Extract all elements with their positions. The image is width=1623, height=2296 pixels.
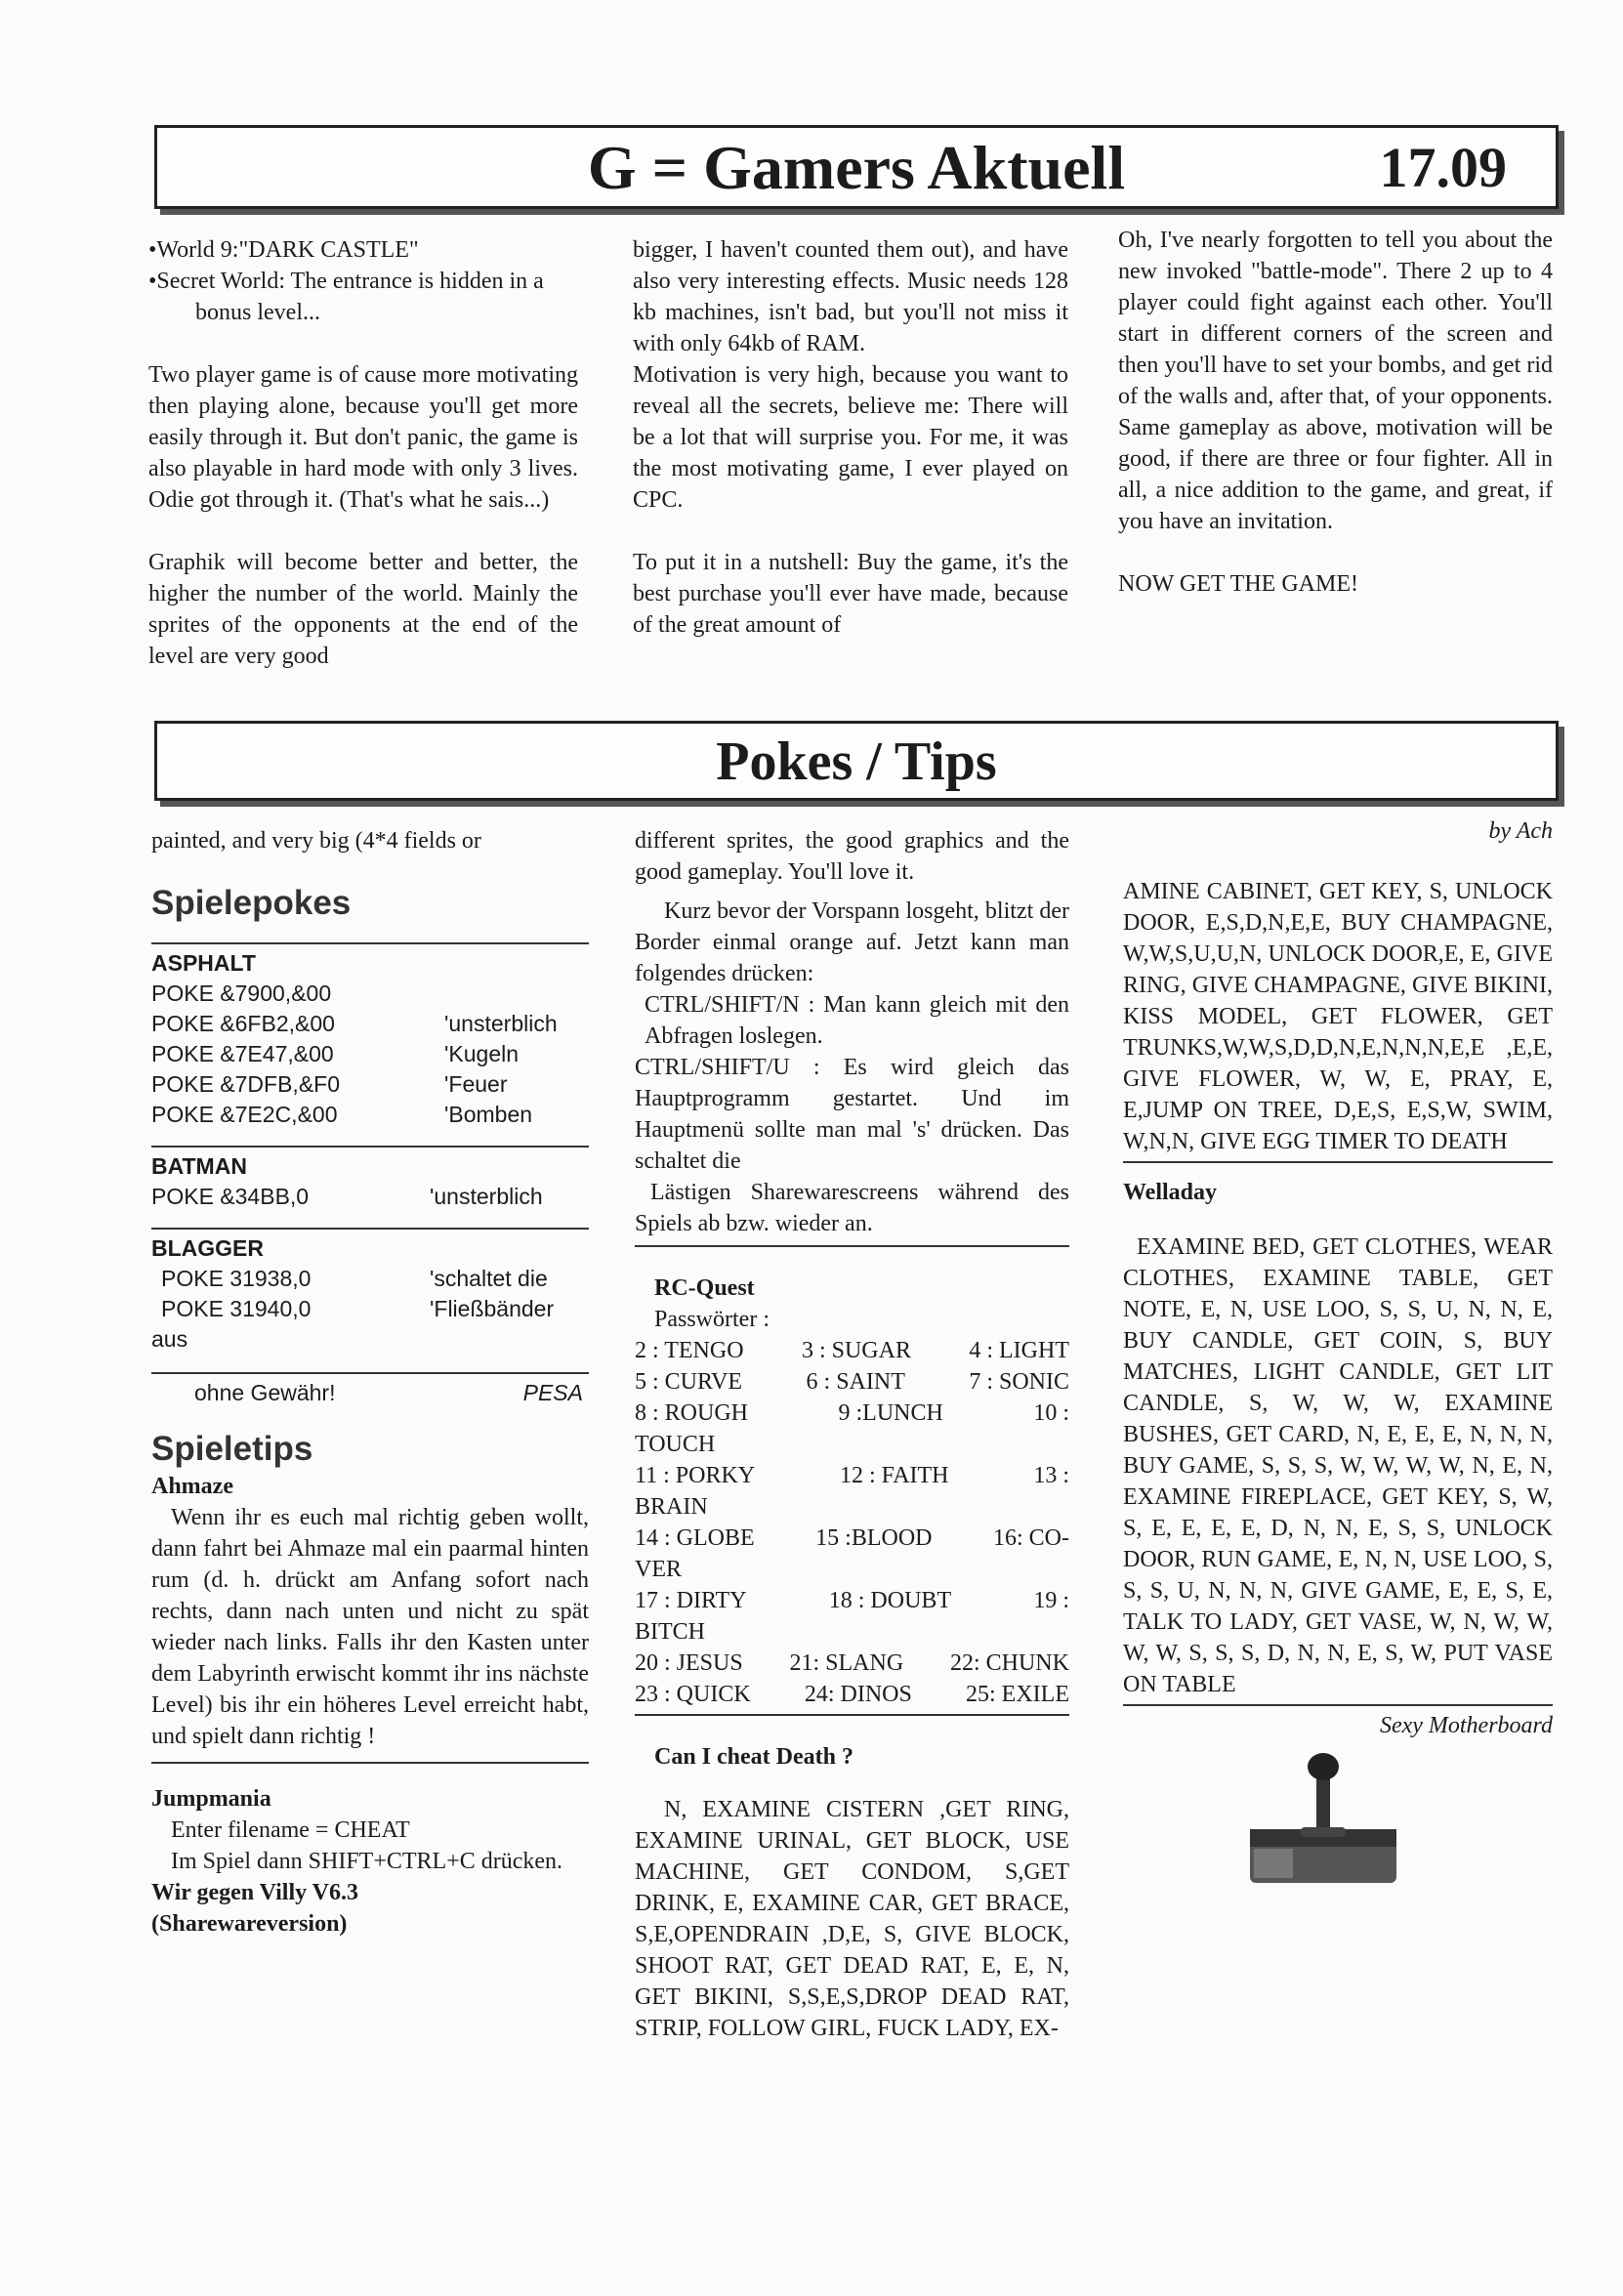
tip-text-ahmaze: Wenn ihr es euch mal richtig geben wollt, dann fahrt bei Ahmaze mal ein paarmal hinten rum (d. h. drückt am Anfang sofort nach rechts, dann nach unten und nicht zu spät wieder nach links. Falls ihr den Kasten unter dem Labyrinth erwischt kommt ihr ins nächste Level) bis ihr ein höheres Level erreicht habt, und spielt dann richtig ! bbox=[151, 1505, 589, 1749]
game-title: BATMAN bbox=[151, 1153, 247, 1179]
password-row bbox=[635, 1585, 1069, 1616]
poke-code: POKE 31940,0 bbox=[161, 1296, 312, 1321]
password-entry: 3 : SUGAR bbox=[801, 1338, 911, 1363]
tip-text-jumpmania: Enter filename = CHEAT bbox=[171, 1817, 410, 1843]
tip-title-cheat-death: Can I cheat Death ? bbox=[654, 1744, 853, 1770]
byline: by Ach bbox=[1488, 818, 1553, 844]
section-header-pokes-tips bbox=[154, 721, 1559, 801]
password-entry: 17 : DIRTY bbox=[635, 1588, 747, 1613]
password-entry: 7 : SONIC bbox=[969, 1369, 1069, 1395]
password-entry: 23 : QUICK bbox=[635, 1682, 751, 1707]
password-row bbox=[635, 1366, 1069, 1398]
tips-column-3 bbox=[1123, 815, 1553, 1906]
divider bbox=[151, 1762, 589, 1764]
divider bbox=[151, 1372, 589, 1374]
section-header-gamers-aktuell bbox=[154, 125, 1559, 209]
password-entry: 25: EXILE bbox=[966, 1682, 1069, 1707]
password-entry: 21: SLANG bbox=[789, 1650, 904, 1676]
poke-code: POKE 31938,0 bbox=[161, 1266, 312, 1291]
disclaimer: ohne Gewähr! bbox=[194, 1380, 336, 1405]
password-entry: 2 : TENGO bbox=[635, 1338, 744, 1363]
password-row bbox=[635, 1460, 1069, 1491]
review-paragraph: bigger, I haven't counted them out), and have also very interesting effects. Music needs 128 kb machines, isn't bad, but you'll not miss it with only 64kb of RAM. bbox=[633, 237, 1068, 356]
tip-title-ahmaze: Ahmaze bbox=[151, 1474, 233, 1499]
password-entry: 8 : ROUGH bbox=[635, 1400, 749, 1426]
disclaimer-line bbox=[151, 1378, 589, 1408]
poke-block-batman bbox=[151, 1151, 589, 1212]
password-entry: 16: CO- bbox=[992, 1525, 1069, 1551]
poke-note: 'Fließbänder bbox=[430, 1296, 555, 1321]
review-column-3 bbox=[1118, 225, 1553, 600]
continued-text: different sprites, the good graphics and the good gameplay. You'll love it. bbox=[635, 828, 1069, 885]
password-entry: VER bbox=[635, 1557, 682, 1582]
spieletips-heading: Spieletips bbox=[151, 1430, 313, 1468]
spielepokes-heading: Spielepokes bbox=[151, 884, 352, 922]
divider bbox=[151, 1228, 589, 1230]
password-row bbox=[635, 1335, 1069, 1366]
password-entry: 15 :BLOOD bbox=[815, 1525, 933, 1551]
issue-date: 17.09 bbox=[1379, 136, 1507, 199]
tips-column-2 bbox=[635, 825, 1069, 2044]
signature: Sexy Motherboard bbox=[1379, 1713, 1553, 1738]
joystick-icon bbox=[1240, 1751, 1406, 1898]
review-bullet-world9: •World 9:"DARK CASTLE" bbox=[148, 237, 419, 263]
poke-row: POKE &6FB2,&00 'unsterblich bbox=[151, 1011, 558, 1036]
rcquest-subtitle: Passwörter : bbox=[654, 1307, 770, 1332]
password-entry: 11 : PORKY bbox=[635, 1463, 756, 1488]
tip-text-cheat-death: AMINE CABINET, GET KEY, S, UNLOCK DOOR, E,S,D,N,E,E, BUY CHAMPAGNE, W,W,S,U,U,N, UNLOCK DOOR,E, E, GIVE RING, GIVE CHAMPAGNE, GIVE BIKINI, KISS MODEL, GET FLOWER, GET TRUNKS,W,W,S,D,D,N,E,N,N,N,E,E ,E,E, GIVE FLOWER, W, W, E, PRAY, E, E,JUMP ON TREE, D,E,S, E,S,W, SWIM, W,N,N, GIVE EGG TIMER TO DEATH bbox=[1123, 879, 1553, 1154]
password-entry: 6 : SAINT bbox=[806, 1369, 905, 1395]
password-entry: BRAIN bbox=[635, 1494, 708, 1520]
review-paragraph: To put it in a nutshell: Buy the game, it's the best purchase you'll ever have made, because of the great amount of bbox=[633, 550, 1068, 638]
tips-column-1 bbox=[151, 825, 589, 1940]
poke-row: POKE &7E47,&00 'Kugeln bbox=[151, 1041, 520, 1066]
password-entry: 9 :LUNCH bbox=[838, 1400, 943, 1426]
review-column-2 bbox=[633, 234, 1068, 641]
tip-text-cheat-death: N, EXAMINE CISTERN ,GET RING, EXAMINE URINAL, GET BLOCK, USE MACHINE, GET CONDOM, S,GET DRINK, E, EXAMINE CAR, GET BRACE, S,E,OPENDRAIN ,D,E, S, GIVE BLOCK, SHOOT RAT, GET DEAD RAT, E, E, N, GET BIKINI, S,S,E,S,DROP DEAD RAT, STRIP, FOLLOW GIRL, FUCK LADY, EX- bbox=[635, 1797, 1069, 2041]
disclaimer-author: PESA bbox=[522, 1380, 583, 1405]
tip-title-villy-sub: (Sharewareversion) bbox=[151, 1911, 348, 1937]
password-entry: 19 : bbox=[1033, 1588, 1069, 1613]
password-entry: 22: CHUNK bbox=[949, 1650, 1069, 1676]
poke-note: 'schaltet die bbox=[430, 1266, 548, 1291]
divider bbox=[1123, 1161, 1553, 1163]
password-entry: 20 : JESUS bbox=[635, 1650, 743, 1676]
password-entry: 12 : FAITH bbox=[839, 1463, 949, 1488]
password-row bbox=[635, 1491, 1069, 1523]
password-entry: TOUCH bbox=[635, 1432, 716, 1457]
divider bbox=[635, 1245, 1069, 1247]
password-row bbox=[635, 1679, 1069, 1710]
poke-row: POKE &7DFB,&F0 'Feuer bbox=[151, 1071, 508, 1097]
poke-note: aus bbox=[151, 1326, 188, 1352]
review-paragraph: Two player game is of cause more motivating then playing alone, because you'll get more easily through it. But don't panic, the game is also playable in hard mode with only 3 lives. Odie got through it. (That's what he sais...) bbox=[148, 362, 578, 513]
password-entry: 4 : LIGHT bbox=[969, 1338, 1069, 1363]
poke-row: POKE &7900,&00 bbox=[151, 981, 332, 1006]
joystick-icon bbox=[1123, 1751, 1553, 1906]
tip-title-jumpmania: Jumpmania bbox=[151, 1786, 271, 1812]
review-bullet-secret-world: •Secret World: The entrance is hidden in a bonus level... bbox=[148, 269, 544, 325]
password-row bbox=[635, 1648, 1069, 1679]
password-list bbox=[635, 1335, 1069, 1710]
tip-title-villy: Wir gegen Villy V6.3 bbox=[151, 1880, 359, 1905]
password-entry: 14 : GLOBE bbox=[635, 1525, 755, 1551]
poke-row: POKE &7E2C,&00 'Bomben bbox=[151, 1102, 533, 1127]
divider bbox=[151, 942, 589, 944]
review-paragraph: Oh, I've nearly forgotten to tell you about the new invoked "battle-mode". There 2 up to 4 player could fight against each other. You'll start in different corners of the screen and then you'll have to set your bombs, and get rid of the walls and, after that, of your opponents. Same gameplay as above, motivation will be good, if there are three or four fighter. All in all, a nice addition to the game, and great, if you have an invitation. bbox=[1118, 228, 1553, 534]
review-paragraph: Graphik will become better and better, the higher the number of the world. Mainly the sprites of the opponents at the end of the level are very good bbox=[148, 550, 578, 669]
tip-text-villy: Lästigen Sharewarescreens während des Spiels ab bzw. wieder an. bbox=[635, 1180, 1069, 1236]
password-row bbox=[635, 1429, 1069, 1460]
tip-title-rcquest: RC-Quest bbox=[654, 1275, 755, 1301]
game-title: BLAGGER bbox=[151, 1235, 264, 1261]
poke-note: 'unsterblich bbox=[430, 1184, 543, 1209]
game-title: ASPHALT bbox=[151, 950, 256, 976]
password-entry: 13 : bbox=[1033, 1463, 1069, 1488]
password-entry: 5 : CURVE bbox=[635, 1369, 743, 1395]
password-row bbox=[635, 1616, 1069, 1648]
password-row bbox=[635, 1554, 1069, 1585]
password-row bbox=[635, 1523, 1069, 1554]
review-closing: NOW GET THE GAME! bbox=[1118, 571, 1358, 597]
poke-block-asphalt bbox=[151, 948, 589, 1130]
continued-text: painted, and very big (4*4 fields or bbox=[151, 828, 481, 854]
tip-text-villy: CTRL/SHIFT/U : Es wird gleich das Hauptprogramm gestartet. Und im Hauptmenü sollte man mal 's' drücken. Das schaltet die bbox=[635, 1055, 1069, 1174]
poke-code: POKE &34BB,0 bbox=[151, 1184, 310, 1209]
password-entry: 18 : DOUBT bbox=[828, 1588, 952, 1613]
poke-block-blagger bbox=[151, 1233, 589, 1355]
password-row bbox=[635, 1398, 1069, 1429]
review-paragraph: Motivation is very high, because you want to reveal all the secrets, believe me: There will be a lot that will surprise you. For me, it was the most motivating game, I ever played on CPC. bbox=[633, 362, 1068, 513]
tip-text-welladay: EXAMINE BED, GET CLOTHES, WEAR CLOTHES, EXAMINE TABLE, GET NOTE, E, N, USE LOO, S, S, U, N, N, E, BUY CANDLE, GET COIN, S, BUY MATCHES, LIGHT CANDLE, GET LIT CANDLE, S, W, W, W, EXAMINE BUSHES, GET CARD, N, E, E, E, N, N, N, BUY GAME, S, S, S, W, W, W, W, N, E, N, EXAMINE FIREPLACE, GET KEY, S, W, S, E, E, E, E, D, N, N, E, S, S, UNLOCK DOOR, RUN GAME, E, N, N, USE LOO, S, S, S, U, N, N, N, GIVE GAME, E, E, S, E, TALK TO LADY, GET VASE, W, N, W, W, W, W, S, S, S, D, N, N, E, S, W, PUT VASE ON TABLE bbox=[1123, 1234, 1553, 1697]
password-entry: 10 : bbox=[1033, 1400, 1069, 1426]
divider bbox=[1123, 1704, 1553, 1706]
tip-text-villy: CTRL/SHIFT/N : Man kann gleich mit den Abfragen loslegen. bbox=[645, 992, 1069, 1049]
password-entry: BITCH bbox=[635, 1619, 705, 1645]
page-title: G = Gamers Aktuell bbox=[587, 133, 1126, 202]
password-entry: 24: DINOS bbox=[804, 1682, 912, 1707]
tip-text-jumpmania: Im Spiel dann SHIFT+CTRL+C drücken. bbox=[171, 1849, 563, 1874]
section-title: Pokes / Tips bbox=[716, 731, 997, 792]
review-column-1 bbox=[148, 234, 578, 672]
divider bbox=[151, 1146, 589, 1148]
divider bbox=[635, 1714, 1069, 1716]
tip-text-villy: Kurz bevor der Vorspann losgeht, blitzt der Border einmal orange auf. Jetzt kann man folgendes drücken: bbox=[635, 898, 1069, 986]
tip-title-welladay: Welladay bbox=[1123, 1180, 1218, 1205]
